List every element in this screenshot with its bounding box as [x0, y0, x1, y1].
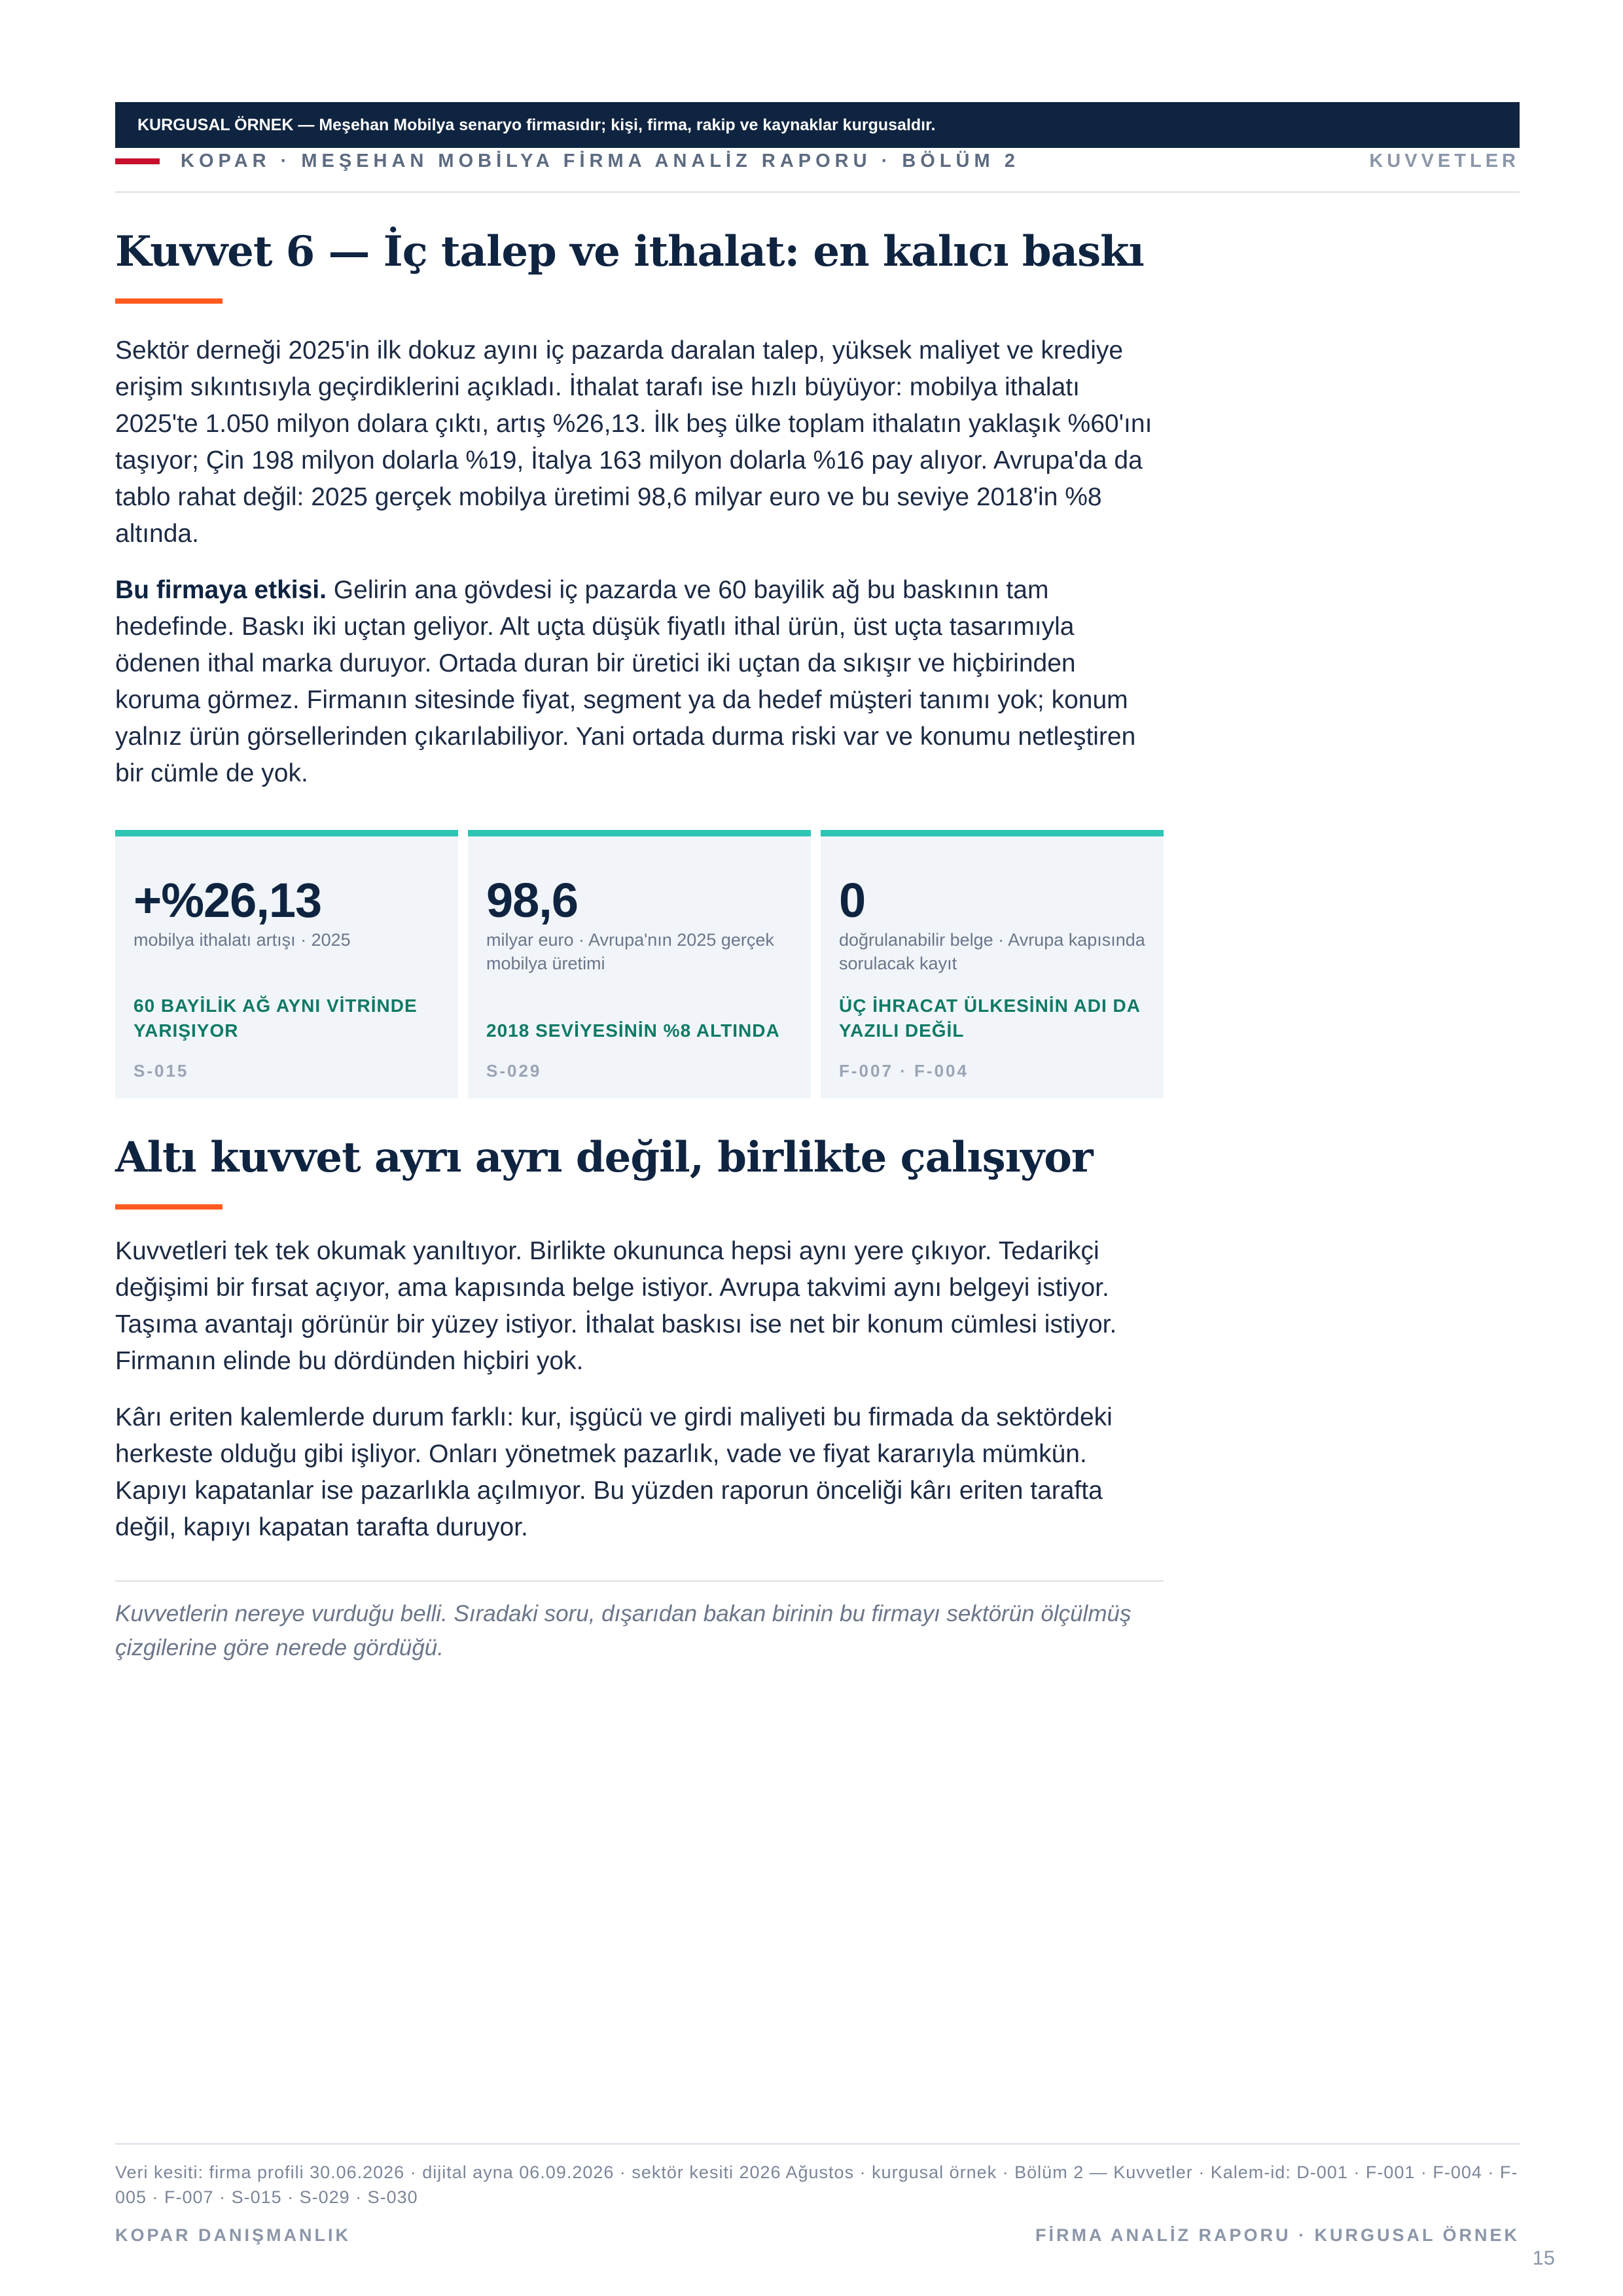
section-title: Altı kuvvet ayrı ayrı değil, birlikte çalışıyor: [115, 1133, 1093, 1182]
stat-description: doğrulanabilir belge · Avrupa kapısında sorulacak kayıt: [839, 930, 1145, 973]
stat-description: milyar euro · Avrupa'nın 2025 gerçek mobilya üretimi: [486, 930, 774, 973]
stat-source-code: S-015: [134, 1061, 189, 1081]
stat-value: 0: [839, 873, 866, 927]
stat-card: [821, 830, 1164, 1098]
closing-divider: [115, 1580, 1164, 1582]
stat-value: 98,6: [486, 873, 579, 927]
title-accent-rule: [115, 298, 223, 304]
stat-description: mobilya ithalatı artışı · 2025: [134, 930, 351, 950]
stat-source-code: F-007 · F-004: [839, 1061, 969, 1081]
header-divider: [115, 191, 1520, 193]
section-title: Kuvvet 6 — İç talep ve ithalat: en kalıcı baskı: [115, 227, 1144, 276]
stat-card: [115, 830, 458, 1098]
stat-note: ÜÇ İHRACAT ÜLKESİNİN ADI DA YAZILI DEĞİL: [839, 996, 1140, 1041]
stat-source-code: S-029: [486, 1061, 542, 1081]
impact-lead: Bu firmaya etkisi.: [115, 576, 327, 604]
running-header-section: KUVVETLER: [1369, 151, 1520, 171]
page-number: 15: [1532, 2246, 1555, 2269]
running-header: [115, 148, 1520, 194]
stat-cards: [115, 830, 1164, 1098]
footer-report-name: FİRMA ANALİZ RAPORU · KURGUSAL ÖRNEK: [1035, 2225, 1520, 2245]
stat-value: +%26,13: [134, 873, 322, 927]
stat-note: 60 BAYİLİK AĞ AYNI VİTRİNDE YARIŞIYOR: [134, 996, 418, 1041]
section-paragraph: Sektör derneği 2025'in ilk dokuz ayını iç pazarda daralan talep, yüksek maliyet ve krediye erişim sıkıntısıyla geçirdiklerini açıkladı. İthalat tarafı ise hızlı büyüyor: mobilya ithalatı 2025'te 1.050 milyon dolara çıktı, artış %26,13. İlk beş ülke toplam ithalatın yaklaşık %60'ını taşıyor; Çin 198 milyon dolarla %19, İtalya 163 milyon dolarla %16 pay alıyor. Avrupa'da da tablo rahat değil: 2025 gerçek mobilya üretimi 98,6 milyar euro ve bu seviye 2018'in %8 altında.: [115, 336, 1152, 548]
footer-divider: [115, 2143, 1520, 2145]
section-kuvvet-6: [115, 223, 1162, 792]
stat-card: [468, 830, 811, 1098]
header-accent-mark: [115, 158, 160, 164]
footer-data-cut: Veri kesiti: firma profili 30.06.2026 · dijital ayna 06.09.2026 · sektör kesiti 2026 Ağustos · kurgusal örnek · Bölüm 2 — Kuvvetler · Kalem-id: D-001 · F-001 · F-004 · F-005 · F-007 · S-015 · S-029 · S-030: [115, 2162, 1518, 2207]
footer-company: KOPAR DANIŞMANLIK: [115, 2225, 351, 2245]
stat-note: 2018 SEVİYESİNİN %8 ALTINDA: [486, 1020, 780, 1041]
title-accent-rule: [115, 1204, 223, 1210]
impact-paragraph: [115, 572, 1162, 792]
section-combined-forces: [115, 1128, 1162, 1546]
closing-note: Kuvvetlerin nereye vurduğu belli. Sıradaki soru, dışarıdan bakan birinin bu firmayı sektörün ölçülmüş çizgilerine göre nerede gördüğü.: [115, 1601, 1132, 1660]
impact-text: Gelirin ana gövdesi iç pazarda ve 60 bayilik ağ bu baskının tam hedefinde. Baskı iki uçtan geliyor. Alt uçta düşük fiyatlı ithal ürün, üst uçta tasarımıyla ödenen ithal marka duruyor. Ortada duran bir üretici iki uçtan da sıkışır ve hiçbirinden koruma görmez. Firmanın sitesinde fiyat, segment ya da hedef müşteri tanımı yok; konum yalnız ürün görsellerinden çıkarılabiliyor. Yani ortada durma riski var ve konumu netleştiren bir cümle de yok.: [115, 576, 1136, 787]
section-paragraph: Kuvvetleri tek tek okumak yanıltıyor. Birlikte okununca hepsi aynı yere çıkıyor. Tedarikçi değişimi bir fırsat açıyor, ama kapısında belge istiyor. Avrupa takvimi aynı belgeyi istiyor. Taşıma avantajı görünür bir yüzey istiyor. İthalat baskısı ise net bir konum cümlesi istiyor. Firmanın elinde bu dördünden hiçbiri yok.: [115, 1237, 1117, 1375]
fictional-notice-banner: KURGUSAL ÖRNEK — Meşehan Mobilya senaryo firmasıdır; kişi, firma, rakip ve kaynaklar kurgusaldır.: [115, 102, 1520, 148]
running-header-title: KOPAR · MEŞEHAN MOBİLYA FİRMA ANALİZ RAPORU · BÖLÜM 2: [181, 151, 1020, 171]
section-paragraph: Kârı eriten kalemlerde durum farklı: kur, işgücü ve girdi maliyeti bu firmada da sektördeki herkeste olduğu gibi işliyor. Onları yönetmek pazarlık, vade ve fiyat kararıyla mümkün. Kapıyı kapatanlar ise pazarlıkla açılmıyor. Bu yüzden raporun önceliği kârı eriten tarafta değil, kapıyı kapatan tarafta duruyor.: [115, 1403, 1113, 1541]
